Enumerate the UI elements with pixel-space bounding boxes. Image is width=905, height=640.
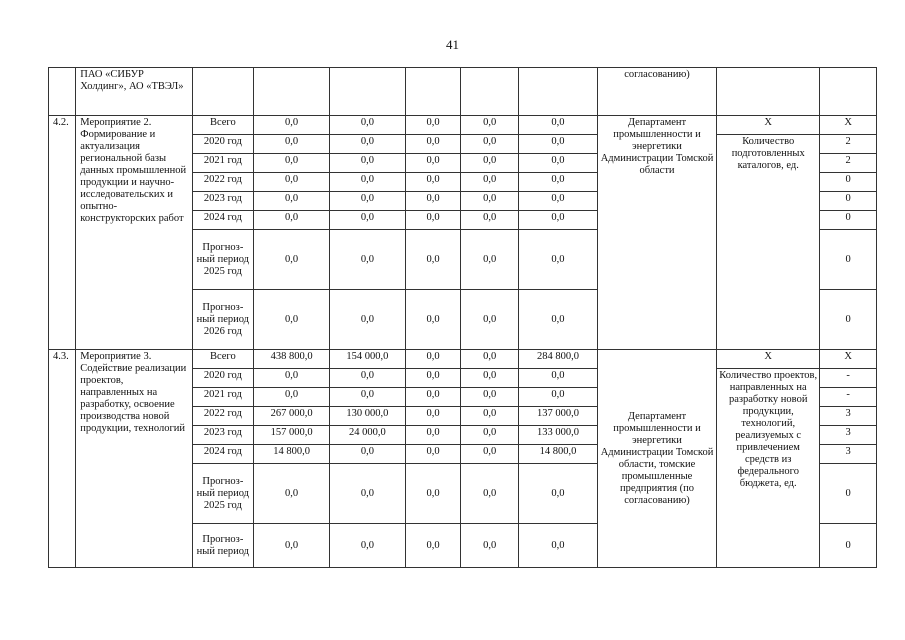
amount-cell: 0,0 xyxy=(405,388,461,407)
amount-cell: 0,0 xyxy=(330,192,406,211)
amount-cell: 0,0 xyxy=(330,116,406,135)
amount-cell: 0,0 xyxy=(254,388,330,407)
activity-name: Мероприятие 2. Формирование и актуализация региональной базы данных промышленной продукции и научно-исследовательских и опытно-конструкторских работ xyxy=(76,116,192,350)
amount-cell: 0,0 xyxy=(461,192,519,211)
table-row xyxy=(49,116,877,135)
indicator-total-cell: Х xyxy=(717,350,820,369)
section-number: 4.3. xyxy=(49,350,76,568)
amount-cell: 0,0 xyxy=(330,135,406,154)
amount-cell: 0,0 xyxy=(405,230,461,290)
amount-cell: 0,0 xyxy=(405,173,461,192)
amount-cell: 0,0 xyxy=(461,211,519,230)
participant-name: ПАО «СИБУР Холдинг», АО «ТВЭЛ» xyxy=(76,68,192,116)
amount-cell: 0,0 xyxy=(519,388,598,407)
amount-cell: 0,0 xyxy=(330,173,406,192)
amount-cell: 0,0 xyxy=(254,464,330,524)
executor-cell: Департамент промышленности и энергетики Администрации Томской области, томские промышленные предприятия (по согласованию) xyxy=(597,350,716,568)
program-table xyxy=(48,67,877,568)
amount-cell: 0,0 xyxy=(405,369,461,388)
amount-cell: 154 000,0 xyxy=(330,350,406,369)
amount-cell: 0,0 xyxy=(405,524,461,568)
period-cell: 2020 год xyxy=(192,135,254,154)
indicator-value-cell: 0 xyxy=(820,230,877,290)
amount-cell: 0,0 xyxy=(461,426,519,445)
section-number: 4.2. xyxy=(49,116,76,350)
amount-cell: 0,0 xyxy=(461,116,519,135)
amount-cell: 0,0 xyxy=(461,230,519,290)
amount-cell: 0,0 xyxy=(254,524,330,568)
period-cell: 2022 год xyxy=(192,173,254,192)
amount-cell: 14 800,0 xyxy=(254,445,330,464)
period-cell: Всего xyxy=(192,350,254,369)
amount-cell: 133 000,0 xyxy=(519,426,598,445)
amount-cell: 284 800,0 xyxy=(519,350,598,369)
table-row-continued xyxy=(49,68,877,116)
amount-cell: 0,0 xyxy=(405,116,461,135)
indicator-value-cell: 0 xyxy=(820,464,877,524)
indicator-value-cell: Х xyxy=(820,116,877,135)
amount-cell: 0,0 xyxy=(461,464,519,524)
indicator-name: Количество проектов, направленных на разработку новой продукции, технологий, реализуемых с привлечением средств из федерального бюджета, ед. xyxy=(717,369,820,568)
indicator-name: Количество подготовленных каталогов, ед. xyxy=(717,135,820,350)
amount-cell: 0,0 xyxy=(330,388,406,407)
indicator-value-cell: 3 xyxy=(820,445,877,464)
amount-cell: 0,0 xyxy=(254,211,330,230)
indicator-value-cell: - xyxy=(820,369,877,388)
amount-cell: 0,0 xyxy=(254,290,330,350)
amount-cell: 0,0 xyxy=(519,369,598,388)
amount-cell: 0,0 xyxy=(405,192,461,211)
amount-cell: 267 000,0 xyxy=(254,407,330,426)
period-cell: Прогноз-ный период 2025 год xyxy=(192,464,254,524)
amount-cell: 0,0 xyxy=(519,230,598,290)
indicator-value-cell: 2 xyxy=(820,135,877,154)
amount-cell: 14 800,0 xyxy=(519,445,598,464)
amount-cell: 0,0 xyxy=(254,192,330,211)
indicator-total-cell: Х xyxy=(717,116,820,135)
amount-cell: 0,0 xyxy=(519,135,598,154)
page-number: 41 xyxy=(446,37,459,52)
period-cell: 2021 год xyxy=(192,388,254,407)
activity-name: Мероприятие 3. Содействие реализации проектов, направленных на разработку, освоение производства новой продукции, технологий xyxy=(76,350,192,568)
amount-cell: 0,0 xyxy=(330,290,406,350)
executor-cell: согласованию) xyxy=(597,68,716,116)
amount-cell: 157 000,0 xyxy=(254,426,330,445)
amount-cell: 0,0 xyxy=(330,154,406,173)
amount-cell: 0,0 xyxy=(461,135,519,154)
indicator-value-cell: 0 xyxy=(820,524,877,568)
amount-cell: 0,0 xyxy=(405,135,461,154)
indicator-value-cell: 0 xyxy=(820,211,877,230)
amount-cell: 0,0 xyxy=(519,116,598,135)
amount-cell: 0,0 xyxy=(519,290,598,350)
amount-cell: 0,0 xyxy=(405,290,461,350)
amount-cell: 0,0 xyxy=(461,369,519,388)
amount-cell: 0,0 xyxy=(254,369,330,388)
indicator-value-cell: - xyxy=(820,388,877,407)
period-cell: 2024 год xyxy=(192,445,254,464)
executor-cell: Департамент промышленности и энергетики Администрации Томской области xyxy=(597,116,716,350)
indicator-value-cell: 0 xyxy=(820,192,877,211)
period-cell: Прогноз-ный период 2026 год xyxy=(192,290,254,350)
amount-cell: 0,0 xyxy=(405,464,461,524)
amount-cell: 0,0 xyxy=(330,369,406,388)
indicator-value-cell: 3 xyxy=(820,426,877,445)
indicator-value-cell: Х xyxy=(820,350,877,369)
amount-cell: 0,0 xyxy=(519,524,598,568)
amount-cell: 0,0 xyxy=(519,192,598,211)
indicator-value-cell: 2 xyxy=(820,154,877,173)
amount-cell: 0,0 xyxy=(405,445,461,464)
amount-cell: 0,0 xyxy=(461,290,519,350)
amount-cell: 0,0 xyxy=(519,173,598,192)
amount-cell: 0,0 xyxy=(254,135,330,154)
period-cell: Прогноз-ный период 2025 год xyxy=(192,230,254,290)
amount-cell: 0,0 xyxy=(330,445,406,464)
amount-cell: 0,0 xyxy=(405,211,461,230)
amount-cell: 130 000,0 xyxy=(330,407,406,426)
amount-cell: 0,0 xyxy=(461,173,519,192)
amount-cell: 438 800,0 xyxy=(254,350,330,369)
period-cell: 2023 год xyxy=(192,192,254,211)
period-cell: Всего xyxy=(192,116,254,135)
period-cell: 2020 год xyxy=(192,369,254,388)
indicator-value-cell: 3 xyxy=(820,407,877,426)
amount-cell: 0,0 xyxy=(461,350,519,369)
amount-cell: 24 000,0 xyxy=(330,426,406,445)
amount-cell: 0,0 xyxy=(405,350,461,369)
amount-cell: 0,0 xyxy=(254,173,330,192)
period-cell: 2024 год xyxy=(192,211,254,230)
amount-cell: 0,0 xyxy=(461,445,519,464)
amount-cell: 0,0 xyxy=(330,230,406,290)
table-row xyxy=(49,350,877,369)
amount-cell: 0,0 xyxy=(461,524,519,568)
amount-cell: 137 000,0 xyxy=(519,407,598,426)
amount-cell: 0,0 xyxy=(330,524,406,568)
amount-cell: 0,0 xyxy=(461,154,519,173)
indicator-value-cell: 0 xyxy=(820,290,877,350)
period-cell: 2021 год xyxy=(192,154,254,173)
amount-cell: 0,0 xyxy=(461,407,519,426)
amount-cell: 0,0 xyxy=(254,154,330,173)
period-cell: 2022 год xyxy=(192,407,254,426)
amount-cell: 0,0 xyxy=(405,154,461,173)
amount-cell: 0,0 xyxy=(330,211,406,230)
amount-cell: 0,0 xyxy=(405,426,461,445)
amount-cell: 0,0 xyxy=(461,388,519,407)
indicator-value-cell: 0 xyxy=(820,173,877,192)
amount-cell: 0,0 xyxy=(405,407,461,426)
amount-cell: 0,0 xyxy=(254,230,330,290)
amount-cell: 0,0 xyxy=(330,464,406,524)
period-cell: 2023 год xyxy=(192,426,254,445)
amount-cell: 0,0 xyxy=(519,154,598,173)
period-cell: Прогноз-ный период xyxy=(192,524,254,568)
amount-cell: 0,0 xyxy=(254,116,330,135)
amount-cell: 0,0 xyxy=(519,464,598,524)
amount-cell: 0,0 xyxy=(519,211,598,230)
